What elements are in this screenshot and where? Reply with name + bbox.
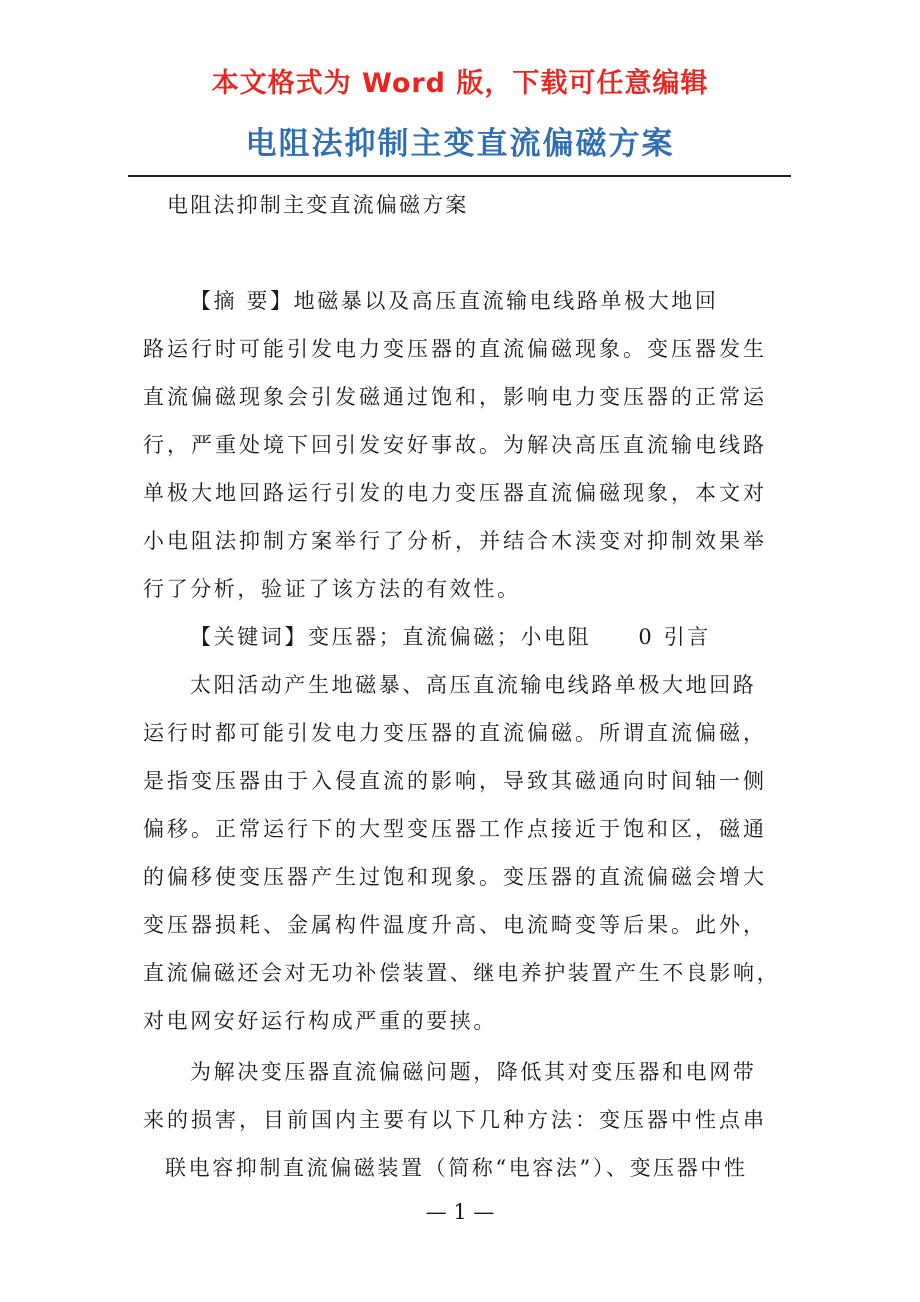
methods-line-2: 来的损害，目前国内主要有以下几种方法：变压器中性点串 [143, 1108, 767, 1132]
intro-line-6: 变压器损耗、金属构件温度升高、电流畸变等后果。此外， [143, 913, 767, 937]
format-banner: 本文格式为 Word 版，下载可任意编辑 [211, 68, 709, 99]
abstract-line-4: 行，严重处境下回引发安好事故。为解决高压直流输电线路 [143, 433, 767, 457]
intro-line-1: 太阳活动产生地磁暴、高压直流输电线路单极大地回路 [190, 673, 757, 697]
title-divider [128, 175, 791, 177]
intro-line-4: 偏移。正常运行下的大型变压器工作点接近于饱和区，磁通 [143, 817, 767, 841]
methods-line-1: 为解决变压器直流偏磁问题，降低其对变压器和电网带 [190, 1060, 757, 1084]
abstract-line-6: 小电阻法抑制方案举行了分析，并结合木渎变对抑制效果举 [143, 529, 767, 553]
methods-line-3: 联电容抑制直流偏磁装置（简称“电容法”）、变压器中性 [165, 1156, 748, 1180]
intro-line-3: 是指变压器由于入侵直流的影响，导致其磁通向时间轴一侧 [143, 769, 767, 793]
article-subtitle: 电阻法抑制主变直流偏磁方案 [167, 193, 469, 217]
intro-line-8: 对电网安好运行构成严重的要挟。 [143, 1009, 497, 1033]
abstract-line-7: 行了分析，验证了该方法的有效性。 [143, 577, 521, 601]
abstract-line-1: 【摘 要】地磁暴以及高压直流输电线路单极大地回 [190, 289, 719, 313]
page-number: — 1 — [425, 1200, 495, 1224]
intro-line-5: 的偏移使变压器产生过饱和现象。变压器的直流偏磁会增大 [143, 865, 767, 889]
intro-line-7: 直流偏磁还会对无功补偿装置、继电养护装置产生不良影响， [143, 961, 781, 985]
intro-line-2: 运行时都可能引发电力变压器的直流偏磁。所谓直流偏磁， [143, 721, 767, 745]
abstract-line-3: 直流偏磁现象会引发磁通过饱和，影响电力变压器的正常运 [143, 385, 767, 409]
abstract-line-2: 路运行时可能引发电力变压器的直流偏磁现象。变压器发生 [143, 337, 767, 361]
keywords-line: 【关键词】变压器；直流偏磁；小电阻 0 引言 [190, 625, 711, 649]
abstract-line-5: 单极大地回路运行引发的电力变压器直流偏磁现象，本文对 [143, 481, 767, 505]
document-title: 电阻法抑制主变直流偏磁方案 [245, 126, 675, 162]
